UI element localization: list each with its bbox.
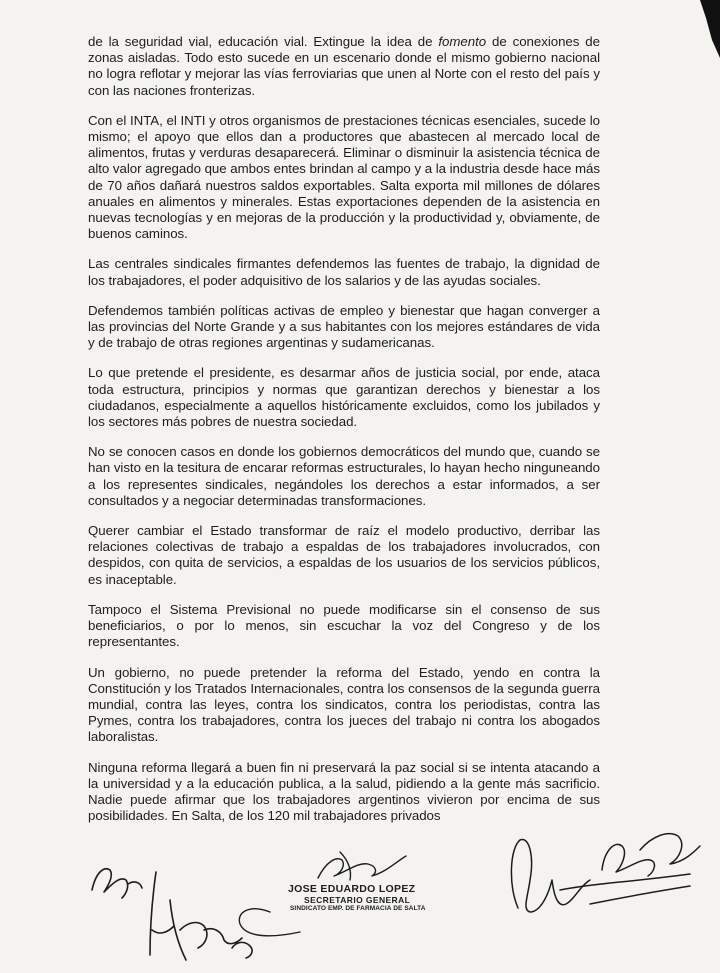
- paragraph-3: Las centrales sindicales firmantes defendemos las fuentes de trabajo, la dignidad de los trabajadores, el poder adquisitivo de los salarios y de las ayudas sociales.: [88, 256, 600, 288]
- paragraph-9: Un gobierno, no puede pretender la reforma del Estado, yendo en contra la Constitución y los Tratados Internacionales, contra los consensos de la segunda guerra mundial, contra las leyes, contra los sindicatos, contra los periodistas, contra las Pymes, contra los trabajadores, contra los jueces del trabajo ni contra los abogados laboralistas.: [88, 664, 600, 745]
- paragraph-2: Con el INTA, el INTI y otros organismos de prestaciones técnicas esenciales, sucede lo mismo; el apoyo que ellos dan a productores que abastecen al mercado local de alimentos, frutas y verduras desaparecerá. Eliminar o disminuir la asistencia técnica de alto valor agregado que ambos entes brindan al campo y a la industria desde hace más de 70 años dañará nuestros saldos exportables. Salta exporta mil millones de dólares anuales en alimentos y minerales. Estas exportaciones dependen de la asistencia en nuevas tecnologías y en mejoras de la producción y la productividad y, obviamente, de buenos caminos.: [88, 112, 600, 242]
- signature-stamp: [288, 883, 458, 912]
- paragraph-7: Querer cambiar el Estado transformar de raíz el modelo productivo, derribar las relaciones colectivas de trabajo a espaldas de los trabajadores involucrados, con despidos, con quita de servicios, a espaldas de los usuarios de los servicios públicos, es inaceptable.: [88, 523, 600, 587]
- italic-word: fomento: [438, 34, 487, 49]
- paragraph-1: de la seguridad vial, educación vial. Extingue la idea de fomento de conexiones de zonas aisladas. Todo esto sucede en un escenario donde el mismo gobierno nacional no logra reflotar y mejorar las vías ferroviarias que unen al Norte con el resto del país y con las naciones fronterizas.: [88, 34, 600, 98]
- stamp-role: SECRETARIO GENERAL: [304, 895, 411, 905]
- paragraph-6: No se conocen casos en donde los gobiernos democráticos del mundo que, cuando se han visto en la tesitura de encarar reformas estructurales, lo hayan hecho ninguneando a los representes sindicales, negándoles los derechos a estar informados, a ser consultados y a negociar determinadas transformaciones.: [88, 444, 600, 508]
- signature-left: [92, 869, 252, 960]
- stamp-name: JOSE EDUARDO LOPEZ: [288, 883, 416, 895]
- paragraph-4: Defendemos también políticas activas de empleo y bienestar que hagan converger a las provincias del Norte Grande y a sus habitantes con los mejores estándares de vida y de trabajo de otras regiones argentinas y sudamericanas.: [88, 302, 600, 351]
- paragraph-10: Ninguna reforma llegará a buen fin ni preservará la paz social si se intenta atacando a la universidad y a la educación publica, a la salud, pidiendo a la gente más sacrificio. Nadie puede afirmar que los trabajadores argentinos vivieron por encima de sus posibilidades. En Salta, de los 120 mil trabajadores privados: [88, 759, 600, 824]
- paragraph-5: Lo que pretende el presidente, es desarmar años de justicia social, por ende, ataca toda estructura, principios y normas que garantizan derechos y bienestar a los ciudadanos, especialmente a aquellos históricamente excluidos, como los jubilados y los sectores más pobres de nuestra sociedad.: [88, 365, 600, 430]
- paragraph-8: Tampoco el Sistema Previsional no puede modificarse sin el consenso de sus beneficiarios, o por lo menos, sin escuchar la voz del Congreso y de los representantes.: [88, 601, 600, 650]
- stamp-organization: SINDICATO EMP. DE FARMACIA DE SALTA: [290, 905, 426, 912]
- signature-right: [511, 834, 700, 912]
